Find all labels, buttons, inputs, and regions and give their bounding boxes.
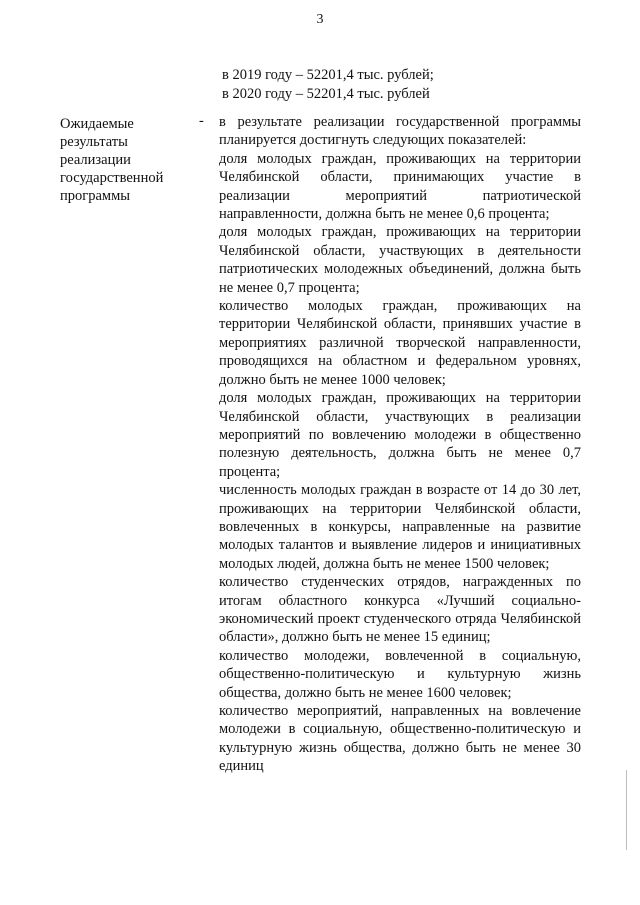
results-text bbox=[219, 113, 581, 776]
funding-block bbox=[222, 66, 582, 104]
results-paragraph: количество студенческих отрядов, награжденных по итогам областного конкурса «Лучший социально-экономический проект студенческого отряда Челябинской области», должно быть не менее 15 единиц; bbox=[219, 574, 581, 646]
funding-line-2019: в 2019 году – 52201,4 тыс. рублей; bbox=[222, 67, 434, 83]
results-paragraph: количество молодежи, вовлеченной в социальную, общественно-политическую и культурную жизнь общества, должно быть не менее 1600 человек; bbox=[219, 647, 581, 701]
results-label-line: результаты bbox=[60, 134, 128, 150]
results-paragraph: численность молодых граждан в возрасте от 14 до 30 лет, проживающих на территории Челябинской области, вовлеченных в конкурсы, направленные на развитие молодых талантов и выявление лидеров и инициативных молодых людей, должна быть не менее 1500 человек; bbox=[219, 482, 581, 572]
results-paragraph: в результате реализации государственной программы планируется достигнуть следующих показателей: bbox=[219, 114, 581, 149]
results-label-line: государственной bbox=[60, 170, 164, 186]
page-number: 3 bbox=[316, 12, 324, 27]
results-paragraph: количество мероприятий, направленных на вовлечение молодежи в социальную, общественно-политическую и культурную жизнь общества, должно быть не менее 30 единиц bbox=[219, 703, 581, 775]
scan-edge-mark bbox=[626, 770, 627, 850]
funding-line-2020: в 2020 году – 52201,4 тыс. рублей bbox=[222, 86, 430, 102]
results-label bbox=[60, 115, 190, 205]
results-dash: - bbox=[199, 113, 204, 129]
results-paragraph: доля молодых граждан, проживающих на территории Челябинской области, участвующих в реализации мероприятий по вовлечению молодежи в общественно полезную деятельность, должна быть не менее 0,7 процента; bbox=[219, 390, 581, 480]
results-paragraph: доля молодых граждан, проживающих на территории Челябинской области, принимающих участие в реализации мероприятий патриотической направленности, должна быть не менее 0,6 процента; bbox=[219, 150, 581, 223]
results-label-line: Ожидаемые bbox=[60, 116, 134, 132]
results-label-line: программы bbox=[60, 188, 130, 204]
results-label-line: реализации bbox=[60, 152, 131, 168]
results-paragraph: доля молодых граждан, проживающих на территории Челябинской области, участвующих в деятельности патриотических молодежных объединений, должна быть не менее 0,7 процента; bbox=[219, 224, 581, 296]
results-paragraph: количество молодых граждан, проживающих на территории Челябинской области, принявших участие в мероприятиях различной творческой направленности, проводящихся на областном и федеральном уровнях, должно быть не менее 1000 человек; bbox=[219, 298, 581, 388]
